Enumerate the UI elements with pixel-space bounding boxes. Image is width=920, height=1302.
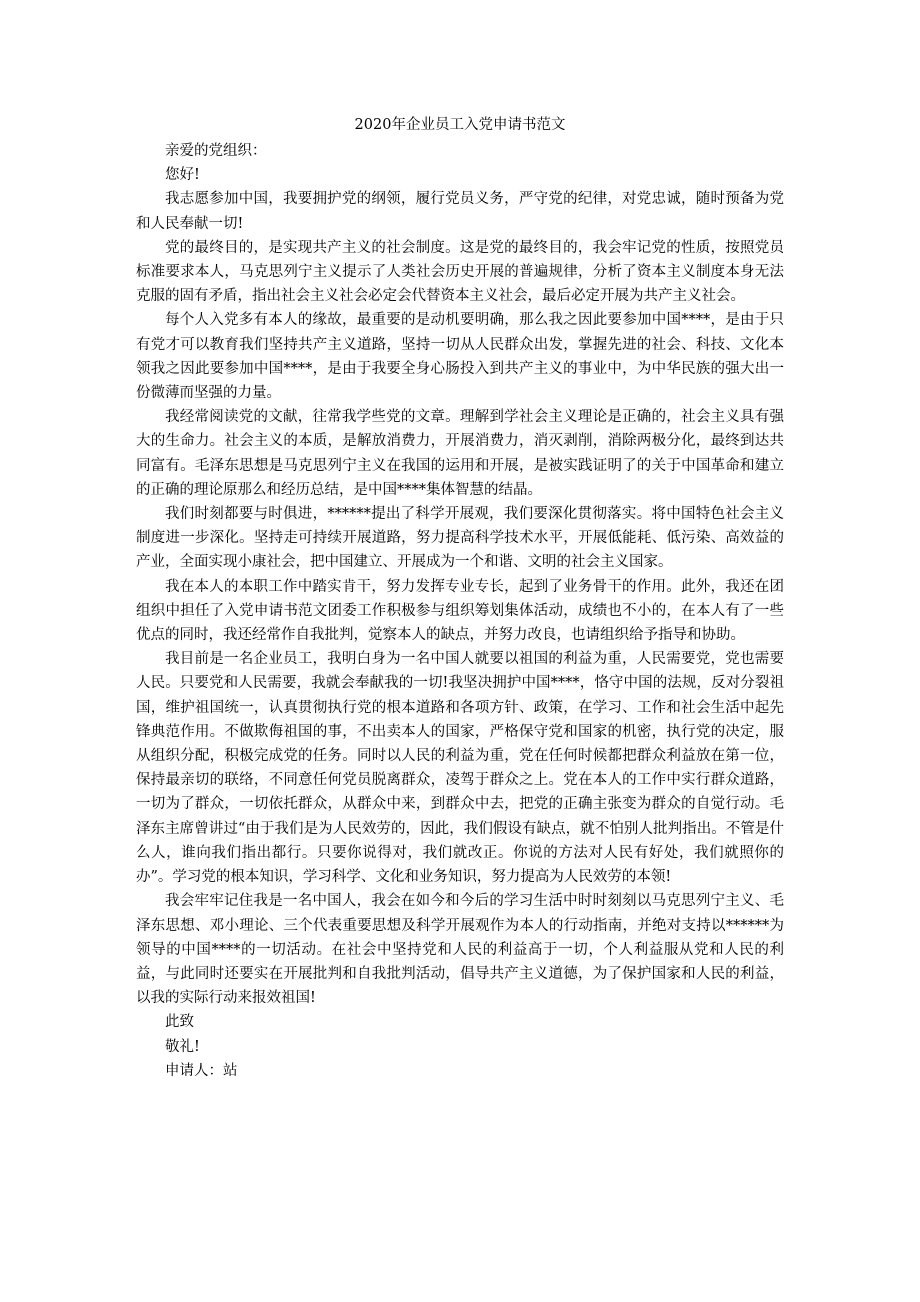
- paragraph: 我经常阅读党的文献，往常我学些党的文章。理解到学社会主义理论是正确的，社会主义具有强大的生命力。社会主义的本质，是解放消费力，开展消费力，消灭剥削，消除两极分化，最终到达共同富有。毛泽东思想是马克思列宁主义在我国的运用和开展，是被实践证明了的关于中国革命和建立的正确的理论原那么和经历总结，是中国****集体智慧的结晶。: [136, 409, 784, 498]
- paragraph: 我在本人的本职工作中踏实肯干，努力发挥专业专长，起到了业务骨干的作用。此外，我还在团组织中担任了入党申请书范文团委工作积极参与组织筹划集体活动，成绩也不小的，在本人有了一些优点的同时，我还经常作自我批判，觉察本人的缺点，并努力改良，也请组织给予指导和协助。: [136, 578, 784, 644]
- closing: 此致: [165, 1014, 194, 1031]
- document-body: [136, 139, 784, 1083]
- paragraph: 我们时刻都要与时俱进，******提出了科学开展观，我们要深化贯彻落实。将中国特色社会主义制度进一步深化。坚持走可持续开展道路，努力提高科学技术水平，开展低能耗、低污染、高效益的产业，全面实现小康社会，把中国建立、开展成为一个和谐、文明的社会主义国家。: [136, 506, 784, 571]
- greeting: 您好!: [165, 167, 200, 184]
- salutation: 亲爱的党组织：: [165, 143, 267, 159]
- signature: 申请人：站: [165, 1062, 238, 1079]
- regards: 敬礼!: [165, 1038, 200, 1055]
- paragraph: 党的最终目的，是实现共产主义的社会制度。这是党的最终目的，我会牢记党的性质，按照党员标准要求本人，马克思列宁主义提示了人类社会历史开展的普遍规律，分析了资本主义制度本身无法克服的固有矛盾，指出社会主义社会必定会代替资本主义社会，最后必定开展为共产主义社会。: [136, 239, 784, 305]
- paragraph: 每个人入党多有本人的缘故，最重要的是动机要明确，那么我之因此要参加中国****，是由于只有党才可以教育我们坚持共产主义道路，坚持一切从人民群众出发，掌握先进的社会、科技、文化本领我之因此要参加中国****，是由于我要全身心肠投入到共产主义的事业中，为中华民族的强大出一份微薄而坚强的力量。: [136, 312, 784, 402]
- paragraph: 我志愿参加中国，我要拥护党的纲领，履行党员义务，严守党的纪律，对党忠诚，随时预备为党和人民奉献一切!: [136, 191, 784, 232]
- paragraph: 我目前是一名企业员工，我明白身为一名中国人就要以祖国的利益为重，人民需要党，党也需要人民。只要党和人民需要，我就会奉献我的一切!我坚决拥护中国****，恪守中国的法规，反对分裂祖国，维护祖国统一，认真贯彻执行党的根本道路和各项方针、政策，在学习、工作和社会生活中起先锋典范作用。不做欺侮祖国的事，不出卖本人的国家，严格保守党和国家的机密，执行党的决定，服从组织分配，积极完成党的任务。同时以人民的利益为重，党在任何时候都把群众利益放在第一位，保持最亲切的联络，不同意任何党员脱离群众，凌驾于群众之上。党在本人的工作中实行群众道路，一切为了群众，一切依托群众，从群众中来，到群众中去，把党的正确主张变为群众的自觉行动。毛泽东主席曾讲过“由于我们是为人民效劳的，因此，我们假设有缺点，就不怕别人批判指出。不管是什么人，谁向我们指出都行。只要你说得对，我们就改正。你说的方法对人民有好处，我们就照你的办”。学习党的根本知识，学习科学、文化和业务知识，努力提高为人民效劳的本领!: [136, 651, 784, 886]
- paragraph: 我会牢牢记住我是一名中国人，我会在如今和今后的学习生活中时时刻刻以马克思列宁主义、毛泽东思想、邓小理论、三个代表重要思想及科学开展观作为本人的行动指南，并绝对支持以******为领导的中国****的一切活动。在社会中坚持党和人民的利益高于一切，个人利益服从党和人民的利益，与此同时还要实在开展批判和自我批判活动，倡导共产主义道德，为了保护国家和人民的利益，以我的实际行动来报效祖国!: [136, 893, 784, 1007]
- document-title: 2020年企业员工入党申请书范文: [354, 117, 566, 133]
